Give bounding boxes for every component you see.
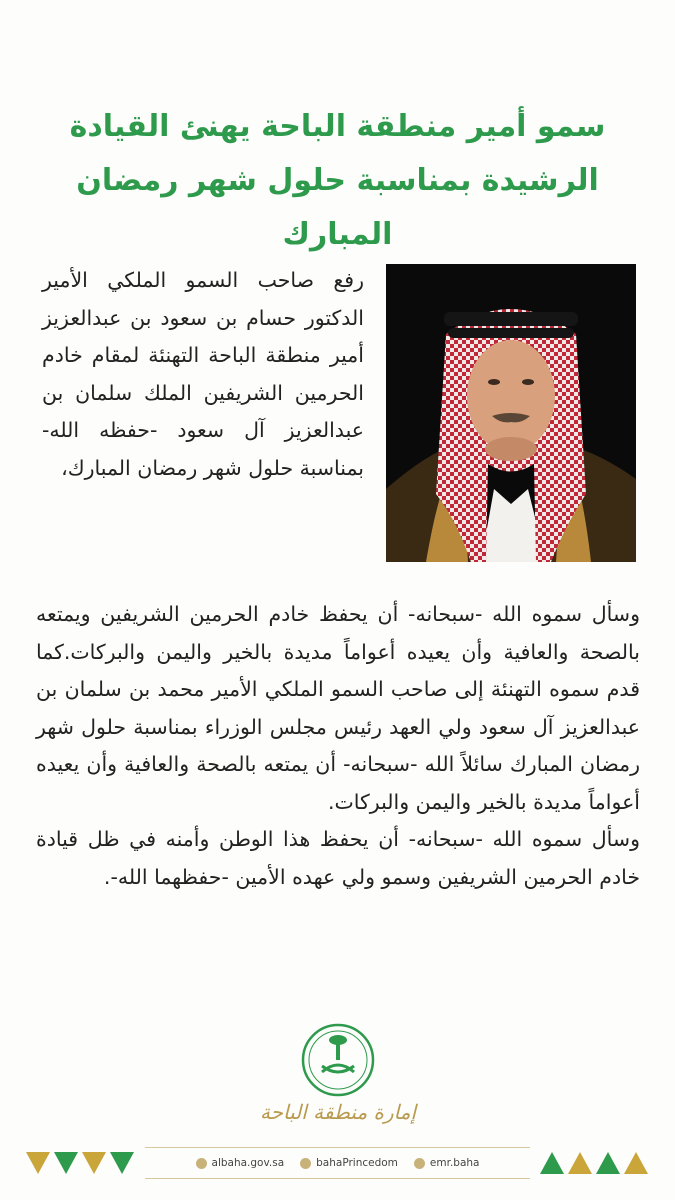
footer-divider-bottom	[145, 1178, 530, 1179]
footer-twitter[interactable]	[300, 1157, 398, 1169]
headline-line-1: سمو أمير منطقة الباحة يهنئ القيادة	[69, 109, 606, 144]
body-paragraph-1: وسأل سموه الله -سبحانه- أن يحفظ خادم الحرمين الشريفين ويمتعه بالصحة والعافية وأن يعيده أعواماً مديدة بالخير واليمن والبركات.كما قدم سموه التهنئة إلى صاحب السمو الملكي الأمير محمد بن سلمان بن عبدالعزيز آل سعود ولي العهد رئيس مجلس الوزراء بمناسبة حلول شهر رمضان المبارك سائلاً الله -سبحانه- أن يمتعه بالصحة والعافية وأن يعيده أعواماً مديدة بالخير واليمن والبركات.	[36, 602, 640, 814]
saudi-emblem-icon	[300, 1022, 376, 1098]
headline-line-2: الرشيدة بمناسبة حلول شهر رمضان المبارك	[76, 163, 599, 252]
intro-text: رفع صاحب السمو الملكي الأمير الدكتور حسام بن سعود بن عبدالعزيز أمير منطقة الباحة التهنئة لمقام خادم الحرمين الشريفين الملك سلمان بن عبدالعزيز آل سعود -حفظه الله- بمناسبة حلول شهر رمضان المبارك،	[42, 268, 364, 480]
logo-text: إمارة منطقة الباحة	[259, 1100, 417, 1124]
footer-snapchat[interactable]	[414, 1157, 480, 1169]
prince-portrait	[386, 264, 636, 562]
snapchat-icon	[414, 1158, 425, 1169]
footer-divider-top	[145, 1147, 530, 1148]
headline	[40, 100, 635, 262]
body-paragraph-2: وسأل سموه الله -سبحانه- أن يحفظ هذا الوطن وأمنه في ظل قيادة خادم الحرمين الشريفين وسمو ولي عهده الأمين -حفظهما الله-.	[36, 827, 640, 889]
twitter-icon	[300, 1158, 311, 1169]
footer-twitter-text: bahaPrincedom	[316, 1157, 398, 1169]
globe-icon	[196, 1158, 207, 1169]
footer-website[interactable]	[196, 1157, 285, 1169]
footer-snapchat-text: emr.baha	[429, 1157, 480, 1169]
decorative-triangles-left	[26, 1150, 136, 1180]
footer-social	[145, 1152, 530, 1174]
decorative-triangles-right	[540, 1150, 650, 1180]
intro-paragraph	[42, 262, 364, 487]
footer-website-text: albaha.gov.sa	[211, 1157, 285, 1169]
article-body	[36, 596, 640, 896]
